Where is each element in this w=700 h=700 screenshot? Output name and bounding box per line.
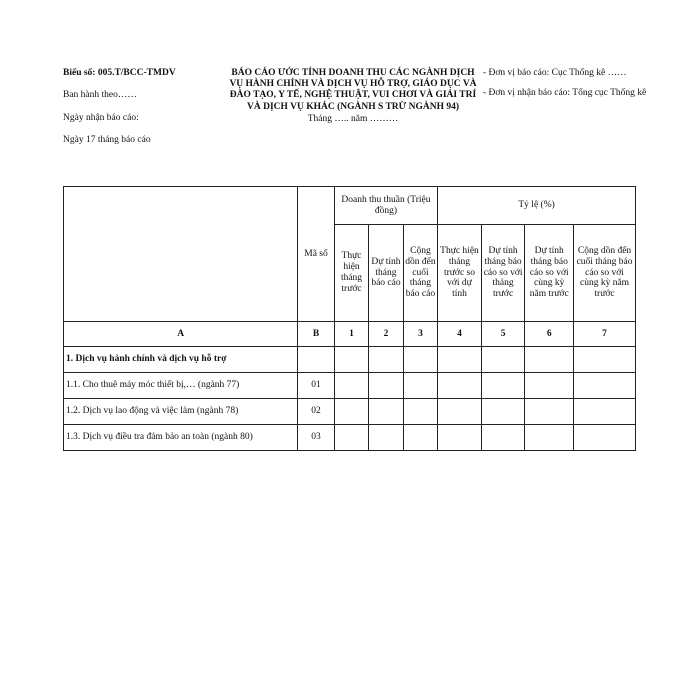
value-cell <box>525 347 574 373</box>
form-number: Biểu số: 005.T/BCC-TMDV <box>63 68 176 78</box>
reporting-unit: - Đơn vị báo cáo: Cục Thống kê …… <box>483 68 627 78</box>
value-cell <box>438 399 482 425</box>
header-center <box>224 68 482 125</box>
report-title: BÁO CÁO ƯỚC TÍNH DOANH THU CÁC NGÀNH DỊCH VỤ HÀNH CHÍNH VÀ DỊCH VỤ HỖ TRỢ, GIÁO DỤC VÀ ĐÀO TẠO, Y TẾ, NGHỆ THUẬT, VUI CHƠI VÀ GIẢI TRÍ VÀ DỊCH VỤ KHÁC (NGÀNH S TRỪ NGÀNH 94) <box>229 68 477 112</box>
value-cell <box>334 399 368 425</box>
value-cell <box>403 399 437 425</box>
receive-date-value: Ngày 17 tháng báo cáo <box>63 135 151 146</box>
header-right <box>483 68 661 107</box>
value-cell <box>334 373 368 399</box>
revenue-group-header: Doanh thu thuần (Triệu đồng) <box>334 187 437 225</box>
sub-header-3: Cộng dồn đến cuối tháng báo cáo <box>403 225 437 322</box>
value-cell <box>369 399 403 425</box>
table-row-section <box>64 347 636 373</box>
sub-header-7: Cộng dồn đến cuối tháng báo cáo so với cùng kỳ năm trước <box>574 225 636 322</box>
report-period: Tháng ….. năm ……… <box>307 113 399 124</box>
header-left <box>63 68 228 158</box>
sub-header-6: Dự tính tháng báo cáo so với cùng kỳ năm trước <box>525 225 574 322</box>
value-cell <box>438 425 482 451</box>
sub-header-1: Thực hiện tháng trước <box>334 225 368 322</box>
table-row <box>64 399 636 425</box>
value-cell <box>574 347 636 373</box>
value-cell <box>334 347 368 373</box>
value-cell <box>438 373 482 399</box>
code-header: Mã số <box>298 187 335 322</box>
row-code <box>298 347 335 373</box>
index-cell: 7 <box>574 322 636 347</box>
value-cell <box>525 425 574 451</box>
report-table <box>63 186 636 451</box>
row-code: 03 <box>298 425 335 451</box>
index-cell: 1 <box>334 322 368 347</box>
issued-by: Ban hành theo…… <box>63 90 137 101</box>
index-cell: 5 <box>481 322 525 347</box>
row-name: 1.1. Cho thuê máy móc thiết bị,… (ngành 77) <box>64 373 298 399</box>
value-cell <box>369 373 403 399</box>
value-cell <box>369 425 403 451</box>
sub-header-5: Dự tính tháng báo cáo so với tháng trước <box>481 225 525 322</box>
value-cell <box>403 347 437 373</box>
index-cell: A <box>64 322 298 347</box>
row-name: 1. Dịch vụ hành chính và dịch vụ hỗ trợ <box>64 347 298 373</box>
index-cell: 4 <box>438 322 482 347</box>
value-cell <box>481 399 525 425</box>
value-cell <box>403 425 437 451</box>
value-cell <box>574 373 636 399</box>
index-cell: 2 <box>369 322 403 347</box>
name-header-cell <box>64 187 298 322</box>
value-cell <box>481 425 525 451</box>
value-cell <box>481 347 525 373</box>
value-cell <box>438 347 482 373</box>
receiving-unit: - Đơn vị nhận báo cáo: Tổng cục Thống kê <box>483 87 647 98</box>
index-cell: 3 <box>403 322 437 347</box>
row-name: 1.2. Dịch vụ lao động và việc làm (ngành 78) <box>64 399 298 425</box>
header-row-group <box>64 187 636 225</box>
value-cell <box>403 373 437 399</box>
ratio-group-header: Tỷ lệ (%) <box>438 187 636 225</box>
index-row <box>64 322 636 347</box>
row-code: 02 <box>298 399 335 425</box>
row-name: 1.3. Dịch vụ điều tra đảm bảo an toàn (ngành 80) <box>64 425 298 451</box>
value-cell <box>525 399 574 425</box>
index-cell: B <box>298 322 335 347</box>
table-row <box>64 425 636 451</box>
index-cell: 6 <box>525 322 574 347</box>
value-cell <box>369 347 403 373</box>
value-cell <box>481 373 525 399</box>
sub-header-2: Dự tính tháng báo cáo <box>369 225 403 322</box>
sub-header-4: Thực hiện tháng trước so với dự tính <box>438 225 482 322</box>
receive-date-label: Ngày nhận báo cáo: <box>63 112 139 123</box>
value-cell <box>574 399 636 425</box>
row-code: 01 <box>298 373 335 399</box>
value-cell <box>574 425 636 451</box>
value-cell <box>334 425 368 451</box>
value-cell <box>525 373 574 399</box>
table-row <box>64 373 636 399</box>
